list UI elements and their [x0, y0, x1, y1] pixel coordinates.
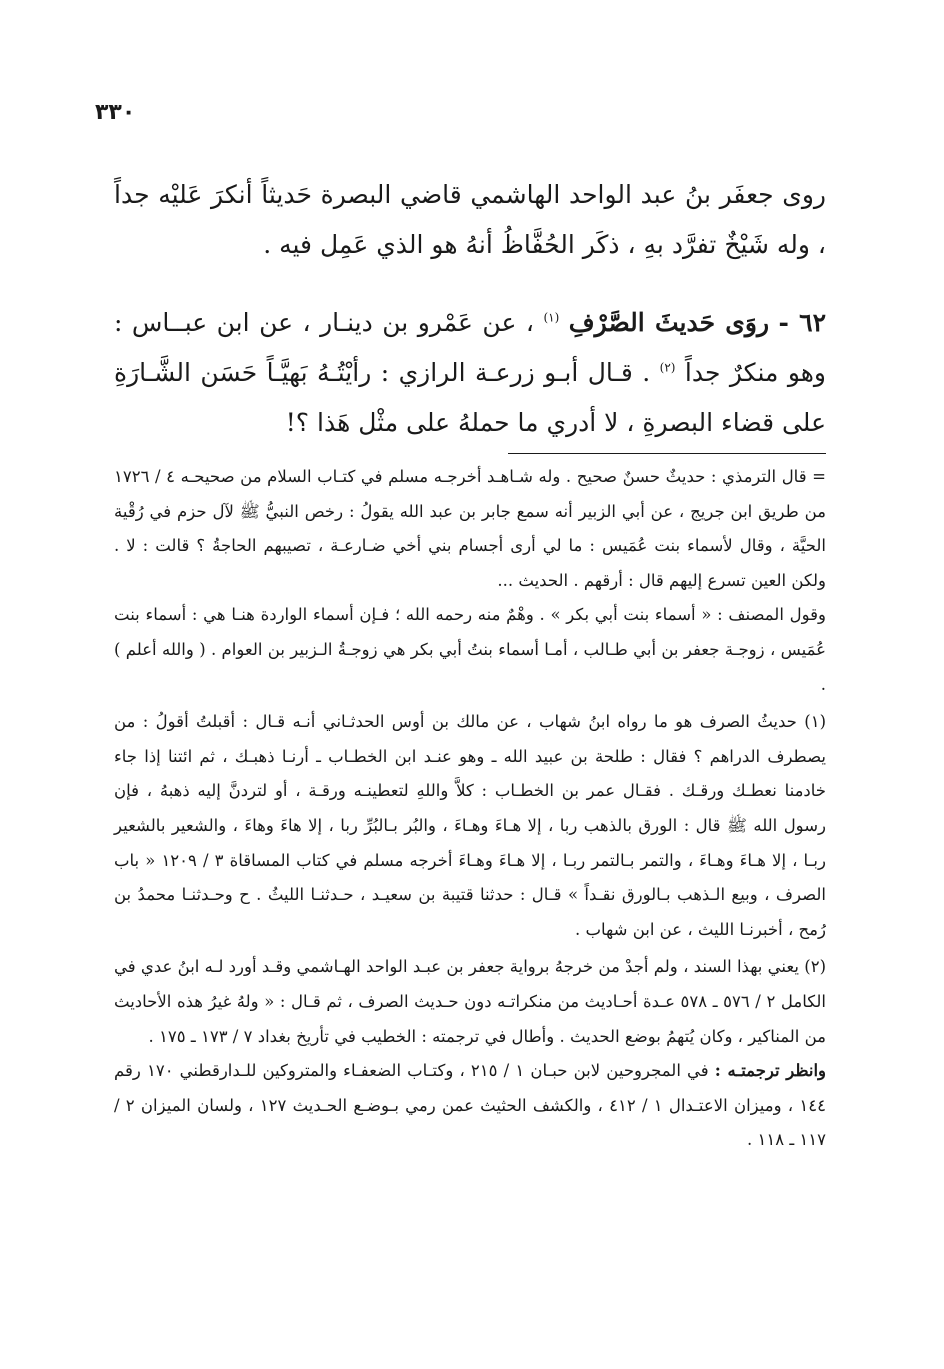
footnote-1: (١) حديثُ الصرف هو ما رواه ابنُ شهاب ، عن مالك بن أوس الحدثـاني أنـه قـال : أقبلتُ أقولُ : من يصطرف الدراهم ؟ فقال : طلحة بن عبيد الله ـ وهو عنـد ابن الخطـاب ـ أرنـا ذهبـك ، ثم ائتنا إذا جاء خادمنا نعطـك ورقـك . فقـال عمر بن الخطـاب : كلاَّ واللهِ لتعطينـه ورقـة ، أو لتردنَّ إليه ذهبهُ ، فإن رسول الله ﷺ قال : الورق بالذهب ربا ، إلا هـاءَ وهـاءَ ، والبُر بـالبُرِّ ربا ، إلا هاءَ وهاءَ ، والشعير بالشعير ربـا ، إلا هـاءَ وهـاءَ ، والتمر بـالتمر ربـا ، إلا هـاءَ وهـاءَ أخرجه مسلم في كتاب المساقاة ٣ / ١٢٠٩ « باب الصرف ، وبيع الـذهب بـالورق نقـداً » قـال : حدثنا قتيبة بن سعيـد ، حـدثنـا الليثُ . ح وحـدثنـا محمدُ بن رُمح ، أخبرنـا الليث ، عن ابن شهاب .: [114, 712, 826, 939]
page-number: ٣٣٠: [95, 100, 136, 125]
footnote-author-remark: وقول المصنف : « أسماء بنت أبي بكر » . وهْمٌ منه رحمه الله ؛ فـإن أسماء الواردة هنـا هي : أسماء بنت عُمَيس ، زوجـة جعفر بن أبي طـالب ، أمـا أسماء بنتُ أبي بكر هي زوجـةُ الـزبير بن العوام . ( والله أعلم ) .: [114, 605, 826, 694]
see-also-lead: وانظر ترجمتـه :: [714, 1061, 827, 1081]
footnote-separator: [508, 453, 826, 454]
entry-62: [114, 298, 826, 448]
footnotes: [114, 460, 826, 1158]
entry-number: ٦٢ -: [778, 308, 826, 337]
footnote-2: (٢) يعني بهذا السند ، ولم أجدْ من خرجهُ برواية جعفر بن عبـد الواحد الهـاشمي وقـد أورد لـه ابنُ عدي في الكامل ٢ / ٥٧٦ ـ ٥٧٨ عـدة أحـاديث من منكراتـه دون حـديث الصرف ، ثم قـال : « ولهُ غيرُ هذه الأحاديث من المناكير ، وكان يُتهمُ بوضع الحديث . وأطال في ترجمته : الخطيب في تأريخ بغداد ٧ / ١٧٣ ـ ١٧٥ .: [114, 957, 826, 1046]
see-also-text: في المجروحين لابن حبـان ١ / ٢١٥ ، وكتـاب الضعفـاء والمتروكين للـدارقطني ١٧٠ رقم ١٤٤ ، وميزان الاعتـدال ١ / ٤١٢ ، والكشف الحثيث عمن رمي بـوضـع الحـديث ١٢٧ ، ولسان الميزان ٢ / ١١٧ ـ ١١٨ .: [114, 1061, 826, 1150]
main-text: [114, 170, 826, 448]
main-paragraph-1: روى جعفَر بنُ عبد الواحد الهاشمي قاضي البصرة حَديثاً أنكرَ عَليْه جداً ، وله شَيْخٌ تفرَّد بهِ ، ذكَر الحُفَّاظُ أنهُ هو الذي عَمِل فيه .: [114, 180, 826, 259]
footnote-see-also: [114, 1054, 826, 1158]
entry-text-2: . قـال أبـو زرعـة الرازي : رأيْتُـهُ بَهيَّـاً حَسَن الشَّـارَةِ على قضاء البصرةِ ، لا أدري ما حملهُ على مثْل هَذا ؟!: [114, 358, 826, 437]
footnote-marker-1: (١): [543, 310, 560, 325]
entry-text-1: ، عن عَمْرو بن دينـار ، عن ابن عبــاس : وهو منكرٌ جداً: [114, 308, 826, 387]
footnote-continued: = قال الترمذي : حديثٌ حسنٌ صحيح . وله شـاهـد أخرجـه مسلم في كتـاب السلام من صحيحـه ٤ / ١٧٢٦ من طريق ابن جريج ، عن أبي الزبير أنه سمع جابر بن عبد الله يقولُ : رخص النبيُّ ﷺ لآل حزم في رُقْية الحيَّة ، وقال لأسماء بنت عُمَيس : ما لي أرى أجسام بني أخي ضـارعـة ، تصيبهم الحاجةُ ؟ قالت : لا . ولكن العين تسرع إليهم قال : أرقهم . الحديث ...: [114, 467, 826, 590]
footnote-marker-2: (٢): [659, 360, 676, 375]
entry-title: روَى حَديثَ الصَّرْفِ: [568, 308, 770, 337]
paragraph-gap: [114, 270, 826, 298]
